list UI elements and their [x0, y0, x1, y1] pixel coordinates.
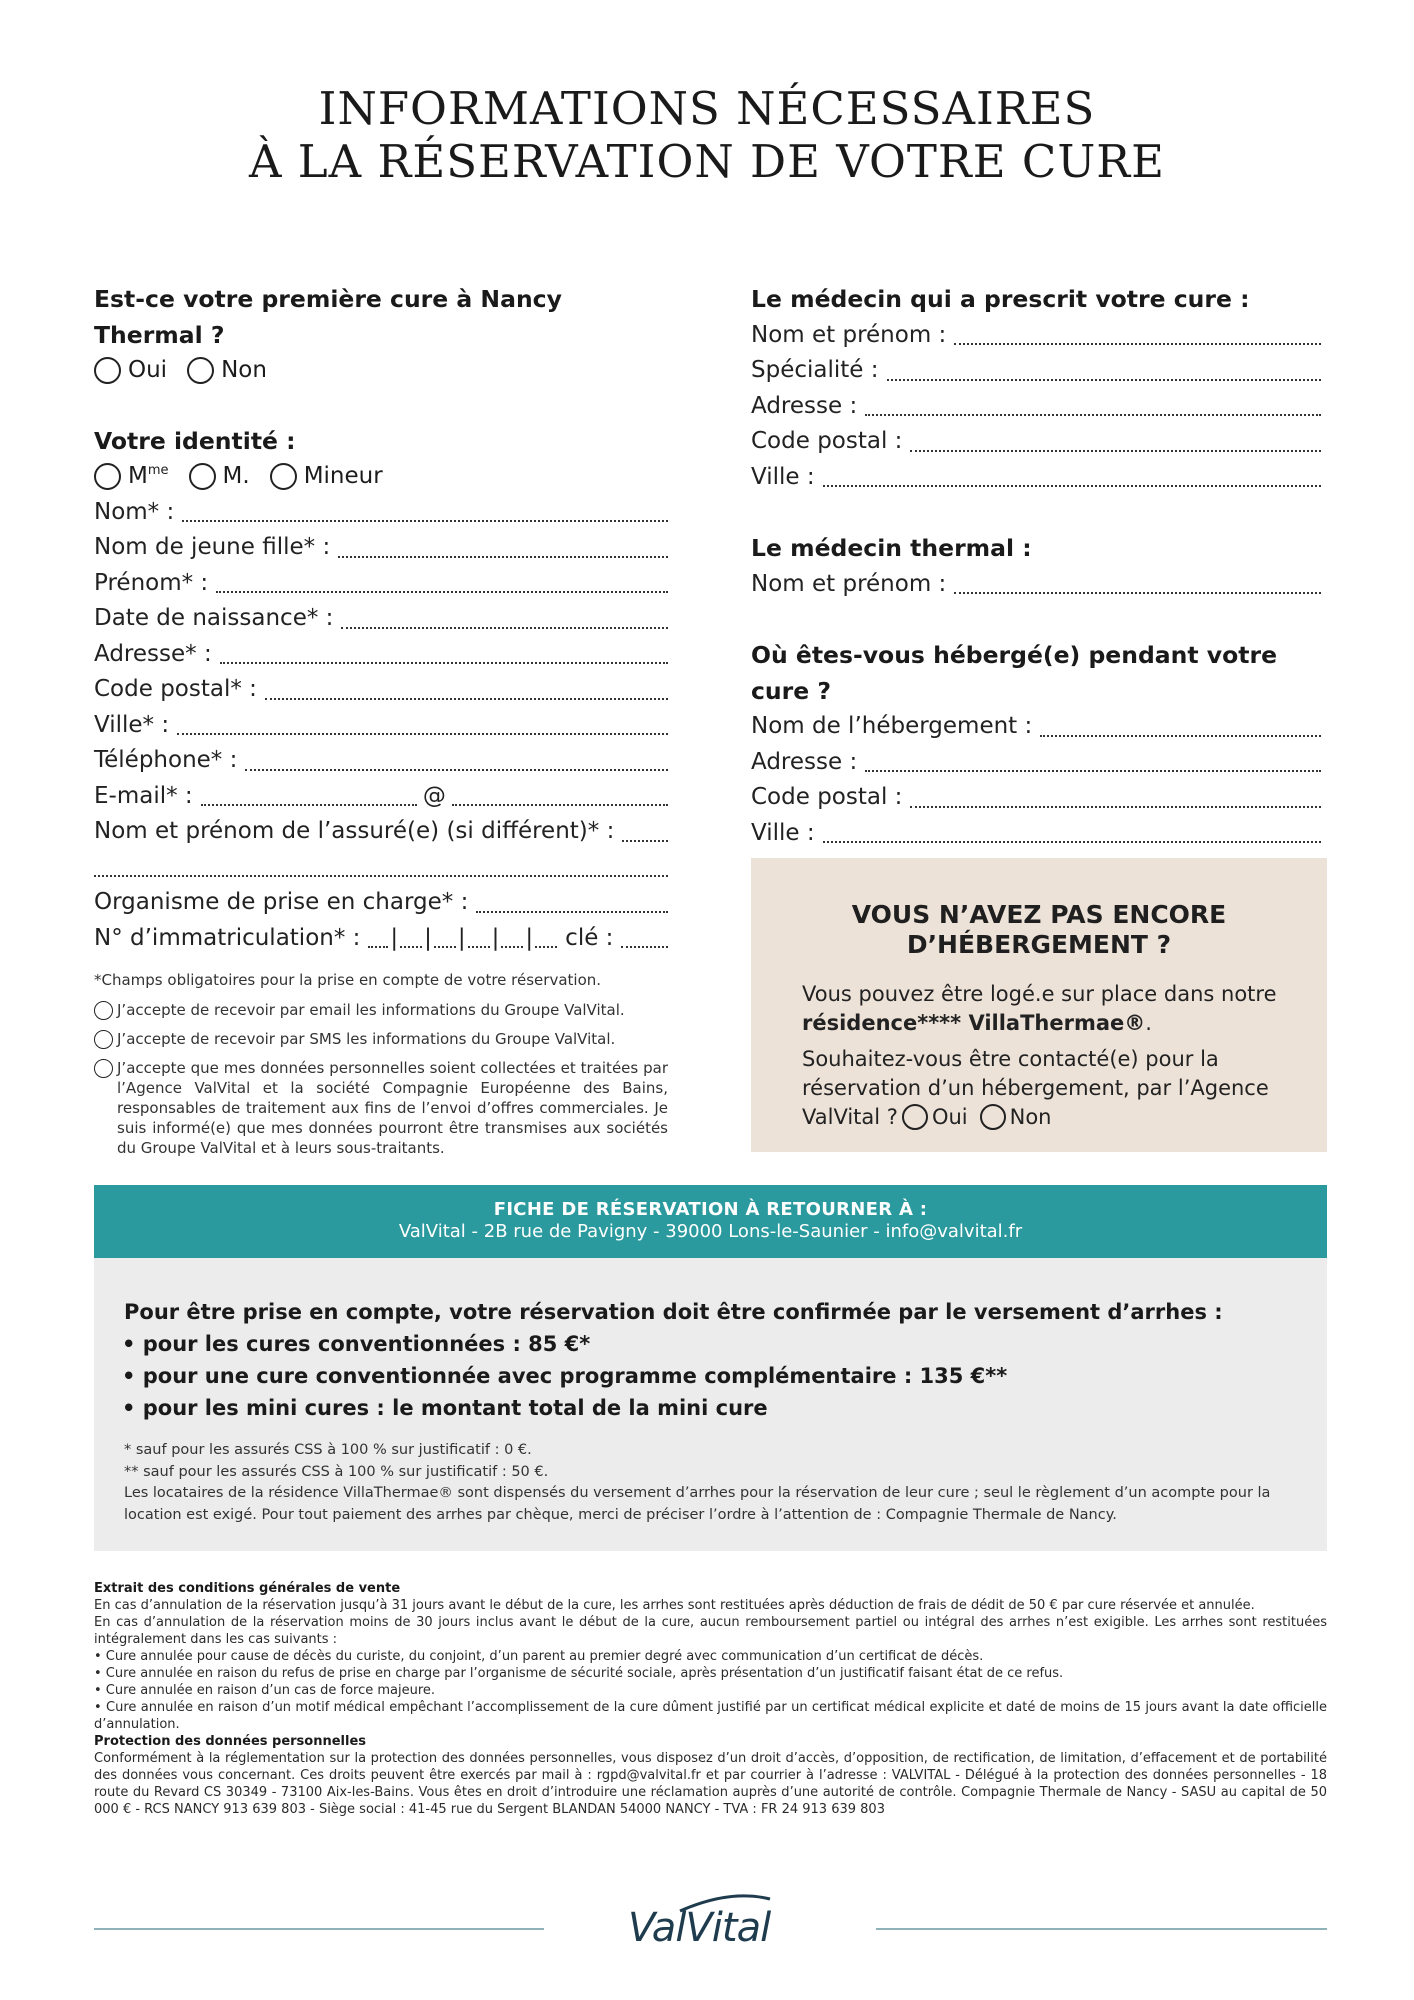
civility-mme-option[interactable] — [94, 459, 169, 495]
radio-icon[interactable] — [270, 463, 297, 490]
field-label: Ville* : — [94, 711, 170, 738]
fill-line[interactable] — [368, 946, 388, 948]
footer-divider-right — [876, 1928, 1327, 1930]
radio-icon[interactable] — [189, 463, 216, 490]
fill-line[interactable] — [823, 485, 1321, 487]
fill-line[interactable] — [338, 556, 668, 558]
field-adresse[interactable] — [94, 637, 668, 673]
radio-icon[interactable] — [94, 1059, 113, 1078]
fill-line[interactable] — [245, 769, 668, 771]
field-label: Code postal : — [751, 784, 903, 810]
field-ville[interactable] — [94, 708, 668, 744]
no-lodging-title — [751, 900, 1327, 960]
separator: | — [457, 924, 466, 951]
lodging-postcode[interactable] — [751, 780, 1321, 816]
identity-heading: Votre identité : — [94, 426, 296, 455]
deposit-fine-print — [124, 1440, 1284, 1526]
fill-line[interactable] — [910, 450, 1321, 452]
radio-icon[interactable] — [980, 1104, 1006, 1130]
fill-line[interactable] — [182, 520, 668, 522]
fill-line[interactable] — [220, 662, 668, 664]
consent-text: J’accepte de recevoir par email les informations du Groupe ValVital. — [117, 1001, 625, 1019]
no-lodging-box — [751, 858, 1327, 1152]
deposit-lead: Pour être prise en compte, votre réservation doit être confirmée par le versement d’arrhes : — [124, 1300, 1223, 1324]
fine-line: * sauf pour les assurés CSS à 100 % sur justificatif : 0 €. — [124, 1442, 532, 1458]
field-email[interactable] — [94, 779, 668, 815]
field-label: Ville : — [751, 819, 815, 846]
lodging-name[interactable] — [751, 709, 1321, 745]
no-lodging-text-2 — [802, 1045, 1302, 1132]
thermal-doctor-name[interactable] — [751, 567, 1321, 603]
footer-divider-left — [94, 1928, 544, 1930]
field-label: Code postal* : — [94, 676, 257, 702]
no-lodging-title-line-1: VOUS N’AVEZ PAS ENCORE — [851, 900, 1227, 929]
prescriber-heading: Le médecin qui a prescrit votre cure : — [751, 285, 1250, 313]
option-label: Oui — [128, 357, 168, 383]
prescriber-postcode[interactable] — [751, 424, 1321, 460]
field-prenom[interactable] — [94, 566, 668, 602]
field-label: Adresse : — [751, 748, 858, 775]
conditions-line: • Cure annulée pour cause de décès du curiste, du conjoint, d’un parent au premier degré avec communication d’un certificat de décès. — [94, 1649, 984, 1664]
field-telephone[interactable] — [94, 743, 668, 779]
prescriber-address[interactable] — [751, 389, 1321, 425]
prescriber-specialty[interactable] — [751, 353, 1321, 389]
fill-line[interactable] — [434, 946, 456, 948]
radio-icon[interactable] — [94, 1001, 113, 1020]
deposit-block — [94, 1258, 1327, 1551]
option-label-superscript: me — [147, 463, 169, 478]
field-label: Prénom* : — [94, 569, 209, 596]
field-label: Code postal : — [751, 428, 903, 454]
fill-line[interactable] — [94, 875, 668, 877]
fill-line[interactable] — [341, 627, 668, 629]
civility-m-option[interactable] — [189, 459, 250, 495]
field-nom[interactable] — [94, 495, 668, 531]
option-label: M. — [222, 463, 250, 489]
conditions-line: • Cure annulée en raison d’un cas de force majeure. — [94, 1683, 436, 1698]
field-label: Organisme de prise en charge* : — [94, 889, 469, 915]
prescriber-name[interactable] — [751, 318, 1321, 354]
fine-line: Les locataires de la résidence VillaThermae® sont dispensés du versement d’arrhes pour la réservation de leur cure ; seul le règlement d’un acompte pour la location est exigé. Pour tout paiement des arrhes par chèque, merci de préciser l’ordre à l’attention de : Compagnie Thermale de Nancy. — [124, 1485, 1271, 1523]
fill-line[interactable] — [823, 841, 1321, 843]
left-column — [94, 282, 668, 1158]
field-label: Nom* : — [94, 498, 175, 525]
radio-icon[interactable] — [187, 357, 214, 384]
fill-line[interactable] — [954, 592, 1321, 594]
radio-icon[interactable] — [902, 1104, 928, 1130]
consent-data[interactable] — [94, 1058, 668, 1158]
lodging-address[interactable] — [751, 745, 1321, 781]
field-label: Nom et prénom : — [751, 570, 947, 597]
field-label: N° d’immatriculation* : — [94, 924, 361, 951]
consent-text: J’accepte que mes données personnelles soient collectées et traitées par l’Agence ValVital et la société Compagnie Européenne des Bains, responsables de traitement aux fins de l’envoi d’offres commerciales. Je suis informé(e) que mes données pourront être transmises aux sociétés du Groupe ValVital et à leurs sous-traitants. — [117, 1059, 668, 1157]
key-label: clé : — [565, 924, 614, 951]
fill-line[interactable] — [622, 840, 668, 842]
lodging-heading: Où êtes-vous hébergé(e) pendant votre cure ? — [751, 641, 1278, 705]
radio-icon[interactable] — [94, 463, 121, 490]
conditions-heading: Extrait des conditions générales de vente — [94, 1581, 401, 1596]
separator: | — [491, 924, 500, 951]
no-lodging-title-line-2: D’HÉBERGEMENT ? — [906, 930, 1172, 959]
field-label: E-mail* : — [94, 782, 193, 809]
page-title — [0, 82, 1414, 188]
field-date-naissance[interactable] — [94, 601, 668, 637]
field-label: Spécialité : — [751, 357, 879, 383]
conditions-line: • Cure annulée en raison du refus de prise en charge par l’organisme de sécurité sociale, après présentation d’un justificatif faisant état de ce refus. — [94, 1666, 1064, 1681]
fill-line[interactable] — [621, 946, 668, 948]
privacy-heading: Protection des données personnelles — [94, 1734, 367, 1749]
conditions-line: En cas d’annulation de la réservation moins de 30 jours inclus avant le début de la cure, aucun remboursement partiel ou intégral des arrhes n’est exigible. Les arrhes sont restituées intégralement dans les cas suivants : — [94, 1615, 1327, 1647]
radio-icon[interactable] — [94, 1030, 113, 1049]
logo-text: ValVital — [628, 1905, 771, 1951]
field-immatriculation[interactable] — [94, 921, 668, 957]
field-label: Téléphone* : — [94, 747, 238, 773]
field-assure[interactable] — [94, 814, 668, 850]
page-title-line-2: À LA RÉSERVATION DE VOTRE CURE — [249, 135, 1165, 188]
fill-line[interactable] — [535, 946, 557, 948]
field-assure-continued[interactable] — [94, 850, 668, 886]
lodging-city[interactable] — [751, 816, 1321, 852]
option-label: Non — [221, 357, 267, 383]
field-label: Date de naissance* : — [94, 605, 334, 631]
field-organisme[interactable] — [94, 885, 668, 921]
fill-line[interactable] — [177, 733, 668, 735]
fill-line[interactable] — [954, 343, 1321, 345]
consent-text: J’accepte de recevoir par SMS les informations du Groupe ValVital. — [117, 1030, 616, 1048]
field-label: Adresse* : — [94, 640, 212, 667]
field-nom-jeune-fille[interactable] — [94, 530, 668, 566]
contact-yes-label: Oui — [931, 1105, 968, 1129]
separator: | — [424, 924, 432, 951]
conditions-line: En cas d’annulation de la réservation jusqu’à 31 jours avant le début de la cure, les arrhes sont restituées après déduction de frais de dédit de 50 € par cure réservée et annulée. — [94, 1598, 1255, 1613]
no-lodging-text-1 — [802, 980, 1302, 1038]
separator: | — [525, 924, 534, 951]
first-cure-yes-option[interactable] — [94, 353, 167, 389]
deposit-bullet: • pour une cure conventionnée avec programme complémentaire : 135 €** — [122, 1364, 1008, 1388]
fill-line[interactable] — [476, 911, 668, 913]
no-lodging-question: Souhaitez-vous être contacté(e) pour la réservation d’un hébergement, par l’Agence ValVital ? — [802, 1047, 1269, 1129]
option-label: Mineur — [303, 463, 383, 489]
deposit-bullet: • pour les cures conventionnées : 85 €* — [122, 1332, 591, 1356]
consent-sms[interactable] — [94, 1029, 668, 1049]
return-bar-address: ValVital - 2B rue de Pavigny - 39000 Lons-le-Saunier - info@valvital.fr — [398, 1221, 1023, 1242]
conditions-line: • Cure annulée en raison d’un motif médical empêchant l’accomplissement de la cure dûment justifié par un certificat médical explicite et daté de moins de 15 jours avant la date officielle d’annulation. — [94, 1700, 1327, 1732]
radio-icon[interactable] — [94, 357, 121, 384]
fill-line[interactable] — [216, 591, 668, 593]
fill-line[interactable] — [910, 806, 1321, 808]
civility-options — [94, 459, 668, 495]
first-cure-question: Est-ce votre première cure à Nancy Thermal ? — [94, 285, 562, 349]
deposit-bullet: • pour les mini cures : le montant total de la mini cure — [122, 1396, 768, 1420]
field-label: Nom de jeune fille* : — [94, 534, 331, 560]
civility-minor-option[interactable] — [270, 459, 383, 495]
fine-line: ** sauf pour les assurés CSS à 100 % sur justificatif : 50 €. — [124, 1463, 549, 1480]
fill-line[interactable] — [201, 804, 417, 806]
return-bar-title: FICHE DE RÉSERVATION À RETOURNER À : — [493, 1199, 928, 1220]
return-bar — [94, 1185, 1327, 1258]
fill-line[interactable] — [501, 946, 523, 948]
contact-no-label: Non — [1009, 1105, 1052, 1129]
first-cure-options — [94, 353, 668, 389]
field-code-postal[interactable] — [94, 672, 668, 708]
consent-email[interactable] — [94, 1000, 668, 1020]
fill-line[interactable] — [400, 946, 422, 948]
prescriber-city[interactable] — [751, 460, 1321, 496]
first-cure-no-option[interactable] — [187, 353, 267, 389]
no-lodging-text-1-end: . — [1145, 1011, 1152, 1035]
fill-line[interactable] — [887, 379, 1322, 381]
conditions-block — [94, 1580, 1327, 1818]
at-sign: @ — [422, 782, 446, 809]
field-label: Ville : — [751, 463, 815, 490]
privacy-text: Conformément à la réglementation sur la protection des données personnelles, vous disposez d’un droit d’accès, d’opposition, de rectification, de limitation, d’effacement et de portabilité des données vous concernant. Ces droits peuvent être exercés par mail à : rgpd@valvital.fr et par courrier à l’adresse : VALVITAL - Délégué à la protection des données personnelles - 18 route du Revard CS 30349 - 73100 Aix-les-Bains. Vous êtes en droit d’introduire une réclamation auprès d’une autorité de contrôle. Compagnie Thermale de Nancy - SASU au capital de 50 000 € - RCS NANCY 913 639 803 - Siège social : 41-45 rue du Sergent BLANDAN 54000 NANCY - TVA : FR 24 913 639 803 — [94, 1751, 1327, 1817]
fill-line[interactable] — [265, 698, 668, 700]
field-label: Nom et prénom : — [751, 321, 947, 348]
no-lodging-text-1-start: Vous pouvez être logé.e sur place dans notre — [802, 982, 1277, 1006]
separator: | — [390, 924, 399, 951]
residence-name: résidence**** VillaThermae® — [802, 1011, 1146, 1035]
fill-line[interactable] — [1040, 735, 1321, 737]
fill-line[interactable] — [452, 804, 668, 806]
fill-line[interactable] — [865, 770, 1321, 772]
valvital-logo — [620, 1887, 800, 1977]
field-label: Nom et prénom de l’assuré(e) (si différent)* : — [94, 818, 615, 844]
fill-line[interactable] — [468, 946, 490, 948]
field-label: Nom de l’hébergement : — [751, 713, 1033, 739]
page-title-line-1: INFORMATIONS NÉCESSAIRES — [318, 82, 1096, 135]
fill-line[interactable] — [865, 414, 1321, 416]
mandatory-note: *Champs obligatoires pour la prise en compte de votre réservation. — [94, 971, 602, 989]
option-label: M — [128, 463, 148, 489]
right-column — [751, 282, 1321, 851]
field-label: Adresse : — [751, 392, 858, 419]
thermal-doctor-heading: Le médecin thermal : — [751, 534, 1032, 562]
